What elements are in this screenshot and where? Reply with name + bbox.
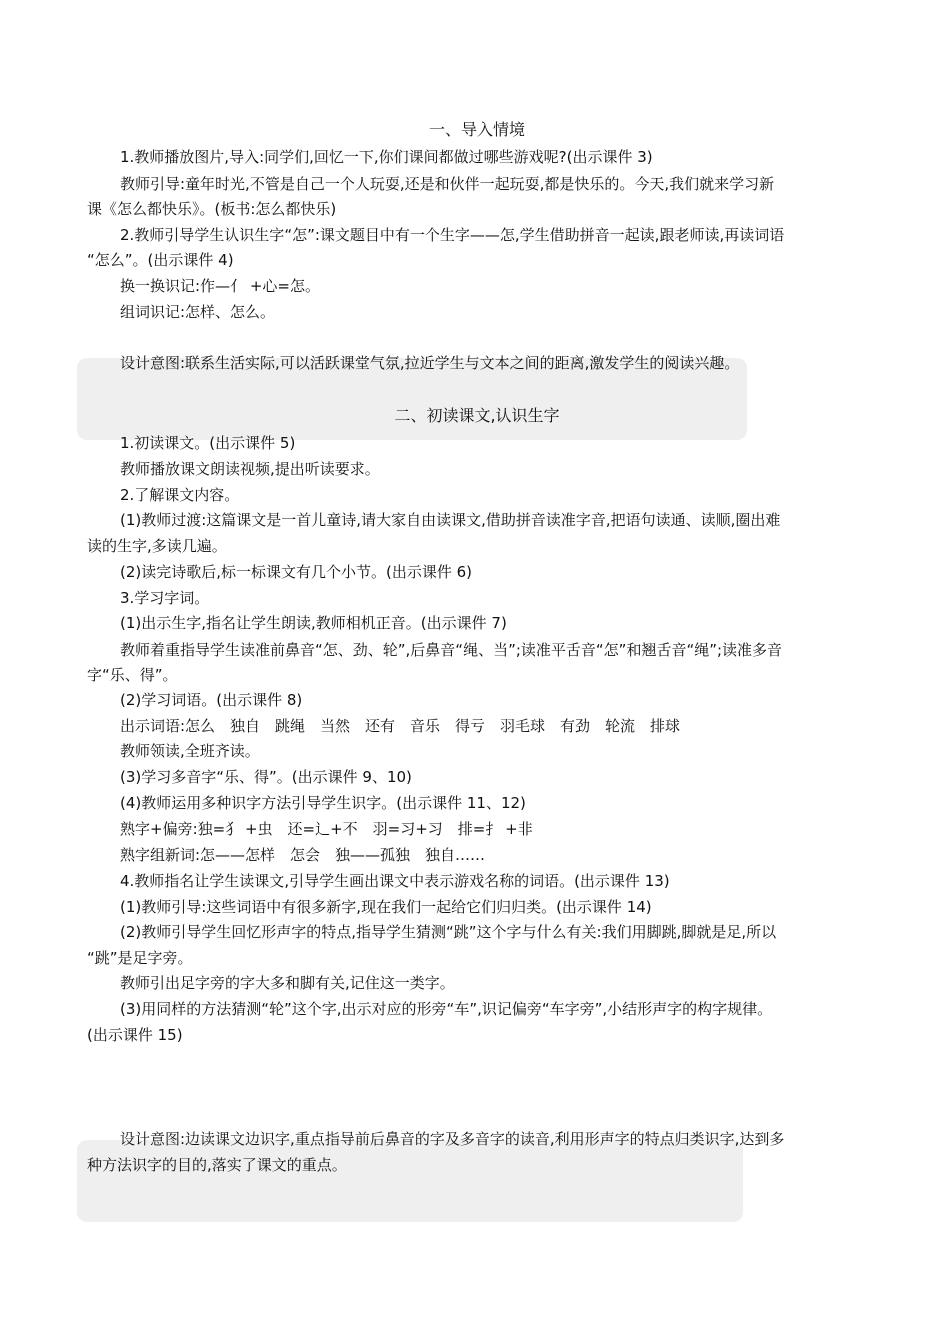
body-line: 1.初读课文。(出示课件 5): [120, 434, 296, 452]
body-line: (3)用同样的方法猜测“轮”这个字,出示对应的形旁“车”,识记偏旁“车字旁”,小结形声字的构字规律。: [120, 1000, 773, 1018]
body-line: (2)学习词语。(出示课件 8): [120, 691, 303, 709]
paragraph: 课《怎么都快乐》。(板书:怎么都快乐): [87, 200, 337, 218]
body-line: (出示课件 15): [87, 1026, 183, 1044]
body-line: 教师着重指导学生读准前鼻音“怎、劲、轮”,后鼻音“绳、当”;读准平舌音“怎”和翘舌音“绳”;读准多音: [120, 641, 783, 659]
body-line: (1)教师过渡:这篇课文是一首儿童诗,请大家自由读课文,借助拼音读准字音,把语句读通、读顺,圈出难: [120, 511, 781, 529]
body-line: 熟字组新词:怎——怎样 怎会 独——孤独 独自……: [120, 846, 486, 864]
body-line: (4)教师运用多种识字方法引导学生识字。(出示课件 11、12): [120, 794, 526, 812]
body-line: (3)学习多音字“乐、得”。(出示课件 9、10): [120, 768, 412, 786]
paragraph: “怎么”。(出示课件 4): [87, 251, 234, 269]
paragraph: 2.教师引导学生认识生字“怎”:课文题目中有一个生字——怎,学生借助拼音一起读,跟老师读,再读词语: [120, 226, 785, 244]
design-intent-text: 设计意图:边读课文边识字,重点指导前后鼻音的字及多音字的读音,利用形声字的特点归类识字,达到多: [120, 1130, 785, 1148]
section1-heading: 一、导入情境: [428, 120, 525, 139]
paragraph: 组词识记:怎样、怎么。: [120, 303, 276, 321]
body-line: (1)教师引导:这些词语中有很多新字,现在我们一起给它们归归类。(出示课件 14): [120, 898, 652, 916]
body-line: (1)出示生字,指名让学生朗读,教师相机正音。(出示课件 7): [120, 614, 507, 632]
body-line: 熟字+偏旁:独=犭 +虫 还=辶+不 羽=习+习 排=扌 +非: [120, 820, 533, 838]
body-line: 3.学习字词。: [120, 589, 210, 607]
design-intent-text: 设计意图:联系生活实际,可以活跃课堂气氛,拉近学生与文本之间的距离,激发学生的阅读兴趣。: [120, 354, 740, 372]
section2-heading: 二、初读课文,认识生字: [394, 406, 560, 425]
body-line: 4.教师指名让学生读课文,引导学生画出课文中表示游戏名称的词语。(出示课件 13): [120, 872, 670, 890]
design-intent-box-2: [77, 1140, 743, 1222]
body-line: 字“乐、得”。: [87, 666, 178, 684]
body-line: (2)教师引导学生回忆形声字的特点,指导学生猜测“跳”这个字与什么有关:我们用脚跳,脚就是足,所以: [120, 923, 777, 941]
body-line: “跳”是足字旁。: [87, 949, 193, 967]
body-line: 出示词语:怎么 独自 跳绳 当然 还有 音乐 得亏 羽毛球 有劲 轮流 排球: [120, 717, 681, 735]
body-line: (2)读完诗歌后,标一标课文有几个小节。(出示课件 6): [120, 563, 473, 581]
body-line: 读的生字,多读几遍。: [87, 537, 227, 555]
design-intent-text: 种方法识字的目的,落实了课文的重点。: [87, 1156, 347, 1174]
paragraph: 换一换识记:作—亻 +心=怎。: [120, 277, 320, 295]
body-line: 教师播放课文朗读视频,提出听读要求。: [120, 460, 380, 478]
body-line: 2.了解课文内容。: [120, 486, 240, 504]
paragraph: 1.教师播放图片,导入:同学们,回忆一下,你们课间都做过哪些游戏呢?(出示课件 3): [120, 148, 653, 166]
body-line: 教师领读,全班齐读。: [120, 742, 260, 760]
paragraph: 教师引导:童年时光,不管是自己一个人玩耍,还是和伙伴一起玩耍,都是快乐的。今天,我们就来学习新: [120, 175, 775, 193]
body-line: 教师引出足字旁的字大多和脚有关,记住这一类字。: [120, 974, 455, 992]
